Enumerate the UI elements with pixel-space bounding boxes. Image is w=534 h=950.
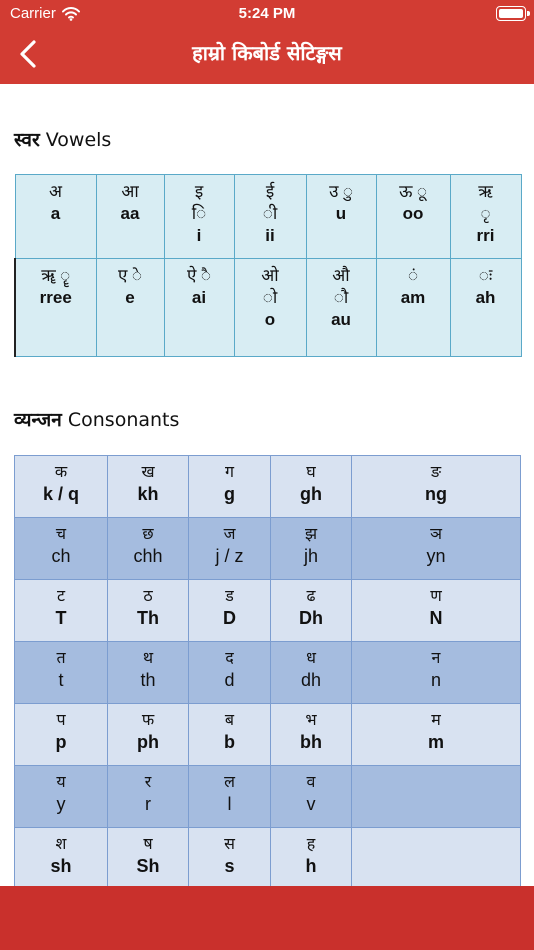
consonant-latin: Sh <box>136 856 160 876</box>
consonant-dev: फ <box>141 710 155 729</box>
consonant-row-6 <box>15 766 521 828</box>
vowel-dev: ऐ ै <box>187 266 211 286</box>
consonant-latin: chh <box>133 546 163 566</box>
vowel-latin: e <box>125 288 135 307</box>
vowel-key-ii[interactable] <box>234 175 306 259</box>
consonant-dev: छ <box>142 524 154 543</box>
consonant-latin: b <box>224 732 235 752</box>
consonant-key[interactable] <box>189 828 271 887</box>
consonant-latin: k / q <box>42 484 79 504</box>
vowel-latin: a <box>50 204 61 223</box>
vowel-row-1 <box>15 175 521 259</box>
consonant-latin: T <box>55 608 67 628</box>
vowel-key-ah[interactable] <box>450 259 521 357</box>
consonant-key[interactable] <box>15 766 108 828</box>
vowels-title-english: Vowels <box>45 129 112 151</box>
consonant-key[interactable] <box>15 580 108 642</box>
back-button[interactable] <box>8 34 48 74</box>
consonant-row-3 <box>15 580 521 642</box>
vowel-latin: am <box>400 288 426 307</box>
vowel-dev: ॠ ॄ <box>41 266 71 286</box>
consonant-latin: r <box>145 794 151 814</box>
consonant-dev: ज <box>223 524 236 543</box>
consonant-dev: ठ <box>143 586 153 605</box>
consonant-key[interactable] <box>15 518 108 580</box>
vowel-sign: ृ <box>480 204 491 224</box>
consonant-row-2 <box>15 518 521 580</box>
consonant-latin: Th <box>137 608 159 628</box>
consonant-dev: न <box>431 648 441 667</box>
consonant-key[interactable] <box>352 642 521 704</box>
vowel-latin: au <box>331 310 351 329</box>
consonant-dev: श <box>55 834 67 853</box>
status-time: 5:24 PM <box>238 5 296 22</box>
consonant-dev: ह <box>306 834 316 853</box>
consonant-dev: ख <box>141 462 155 481</box>
consonant-key[interactable] <box>352 580 521 642</box>
consonant-dev: र <box>144 772 152 791</box>
consonant-dev: ध <box>306 648 316 667</box>
consonant-dev: द <box>225 648 234 667</box>
consonant-key[interactable] <box>271 704 352 766</box>
consonant-latin: ph <box>137 732 159 752</box>
vowel-latin: rree <box>39 288 72 307</box>
vowels-title-native: स्वर <box>14 129 40 151</box>
vowel-dev: उ ु <box>329 182 353 202</box>
header <box>0 0 534 84</box>
consonant-row-5 <box>15 704 521 766</box>
vowel-key-am[interactable] <box>376 259 450 357</box>
vowel-row-2 <box>15 259 521 357</box>
consonant-dev: ट <box>56 586 66 605</box>
consonant-key[interactable] <box>15 828 108 887</box>
consonant-key[interactable] <box>108 580 189 642</box>
consonant-key[interactable] <box>352 704 521 766</box>
content-scroll[interactable] <box>0 84 534 886</box>
consonant-key[interactable] <box>189 766 271 828</box>
consonant-key[interactable] <box>108 828 189 887</box>
page-title: हाम्रो किबोर्ड सेटिङ्गस <box>192 41 342 65</box>
consonant-key[interactable] <box>189 704 271 766</box>
consonant-latin: v <box>306 794 316 814</box>
consonant-key[interactable] <box>189 456 271 518</box>
vowel-key-o[interactable] <box>234 259 306 357</box>
consonant-dev: ढ <box>306 586 316 605</box>
consonants-table <box>14 455 521 886</box>
consonant-key[interactable] <box>15 704 108 766</box>
consonant-dev: भ <box>305 710 317 729</box>
vowel-dev: ए े <box>118 266 142 286</box>
consonant-latin: l <box>227 794 232 814</box>
consonant-latin: dh <box>300 670 322 690</box>
consonant-dev: ङ <box>430 462 442 481</box>
vowel-dev: ई <box>265 182 275 202</box>
consonant-key[interactable] <box>15 642 108 704</box>
carrier-label: Carrier <box>10 5 56 22</box>
consonant-dev: म <box>431 710 441 729</box>
consonant-key[interactable] <box>271 766 352 828</box>
vowel-key-e[interactable] <box>96 259 164 357</box>
consonant-empty-cell <box>352 828 521 887</box>
consonant-dev: थ <box>142 648 154 667</box>
consonant-dev: ड <box>225 586 234 605</box>
consonant-latin: sh <box>50 856 72 876</box>
vowel-key-a[interactable] <box>15 175 96 259</box>
vowel-sign: ौ <box>333 288 349 308</box>
consonant-dev: ग <box>224 462 234 481</box>
consonants-title-english: Consonants <box>67 409 180 431</box>
vowel-latin: u <box>335 204 347 223</box>
consonant-dev: झ <box>304 524 318 543</box>
vowel-key-u[interactable] <box>306 175 376 259</box>
consonant-latin: p <box>55 732 67 752</box>
consonant-dev: त <box>56 648 66 667</box>
vowel-key-rri[interactable] <box>450 175 521 259</box>
consonant-latin: D <box>223 608 236 628</box>
vowel-latin: ah <box>475 288 496 307</box>
consonant-latin: kh <box>137 484 159 504</box>
consonant-row-7 <box>15 828 521 887</box>
vowel-sign: ो <box>262 288 278 308</box>
consonant-latin: yn <box>426 546 446 566</box>
consonant-latin: th <box>140 670 156 690</box>
consonant-latin: s <box>224 856 235 876</box>
vowel-key-ai[interactable] <box>164 259 234 357</box>
consonant-key[interactable] <box>352 518 521 580</box>
vowel-dev: ओ <box>261 266 279 286</box>
consonant-latin: ch <box>51 546 71 566</box>
consonant-dev: घ <box>306 462 316 481</box>
vowel-dev: ऊ ू <box>399 182 427 202</box>
vowel-dev: औ <box>332 266 350 286</box>
consonant-key[interactable] <box>271 580 352 642</box>
status-bar <box>0 0 534 28</box>
consonant-key[interactable] <box>189 580 271 642</box>
vowel-dev: इ <box>194 182 204 202</box>
consonant-latin: gh <box>300 484 322 504</box>
vowel-latin: i <box>196 226 202 245</box>
consonant-dev: य <box>56 772 66 791</box>
consonant-dev: ण <box>430 586 442 605</box>
vowel-dev: ं <box>407 266 419 286</box>
consonant-latin: y <box>56 794 66 814</box>
vowel-sign: ि <box>191 204 207 224</box>
vowel-dev: आ <box>121 182 139 202</box>
chevron-left-icon <box>19 40 37 68</box>
vowel-latin: ii <box>265 226 275 245</box>
consonant-key[interactable] <box>108 766 189 828</box>
consonant-dev: क <box>54 462 68 481</box>
consonant-dev: च <box>55 524 67 543</box>
consonant-latin: t <box>58 670 64 690</box>
consonant-key[interactable] <box>189 642 271 704</box>
consonant-key[interactable] <box>15 456 108 518</box>
consonant-latin: g <box>224 484 235 504</box>
consonant-dev: प <box>56 710 66 729</box>
consonant-latin: ng <box>425 484 447 504</box>
consonant-key[interactable] <box>352 456 521 518</box>
vowel-latin: o <box>264 310 276 329</box>
consonant-dev: ष <box>143 834 153 853</box>
consonants-title-native: व्यन्जन <box>14 409 62 431</box>
consonant-dev: ल <box>224 772 235 791</box>
consonant-key[interactable] <box>108 642 189 704</box>
consonant-dev: ब <box>224 710 235 729</box>
consonant-latin: bh <box>300 732 322 752</box>
consonant-key[interactable] <box>271 642 352 704</box>
nav-bar <box>0 28 534 84</box>
consonant-dev: ञ <box>430 524 442 543</box>
consonant-latin: N <box>429 608 443 628</box>
consonant-latin: j / z <box>215 546 244 566</box>
consonant-key[interactable] <box>189 518 271 580</box>
battery-icon <box>496 6 526 21</box>
vowel-latin: oo <box>402 204 424 223</box>
bottom-bar <box>0 886 534 950</box>
vowel-latin: ai <box>191 288 207 307</box>
consonant-key[interactable] <box>271 828 352 887</box>
consonant-key[interactable] <box>108 518 189 580</box>
consonants-body <box>15 456 521 887</box>
consonant-latin: jh <box>303 546 318 566</box>
vowel-key-i[interactable] <box>164 175 234 259</box>
vowel-sign: ी <box>262 204 278 224</box>
consonant-key[interactable] <box>271 456 352 518</box>
vowels-table <box>14 174 522 357</box>
consonant-latin: m <box>427 732 444 752</box>
vowels-section-title <box>14 126 111 152</box>
battery-tip <box>527 11 530 16</box>
consonant-latin: Dh <box>299 608 323 628</box>
consonant-latin: h <box>305 856 317 876</box>
consonant-latin: d <box>224 670 235 690</box>
consonant-dev: स <box>224 834 235 853</box>
vowel-dev: ऋ <box>478 182 493 202</box>
consonants-section-title <box>14 406 179 432</box>
vowel-key-oo[interactable] <box>376 175 450 259</box>
vowel-dev: ः <box>478 266 493 286</box>
vowel-key-au[interactable] <box>306 259 376 357</box>
consonant-empty-cell <box>352 766 521 828</box>
consonant-row-4 <box>15 642 521 704</box>
vowel-key-aa[interactable] <box>96 175 164 259</box>
vowel-key-rree[interactable] <box>15 259 96 357</box>
battery-fill <box>499 9 523 18</box>
consonant-latin: n <box>430 670 441 690</box>
consonant-key[interactable] <box>108 456 189 518</box>
consonant-key[interactable] <box>271 518 352 580</box>
vowel-latin: aa <box>120 204 140 223</box>
vowel-dev: अ <box>49 182 62 202</box>
consonant-dev: व <box>306 772 316 791</box>
consonant-key[interactable] <box>108 704 189 766</box>
vowel-latin: rri <box>476 226 495 245</box>
consonant-row-1 <box>15 456 521 518</box>
